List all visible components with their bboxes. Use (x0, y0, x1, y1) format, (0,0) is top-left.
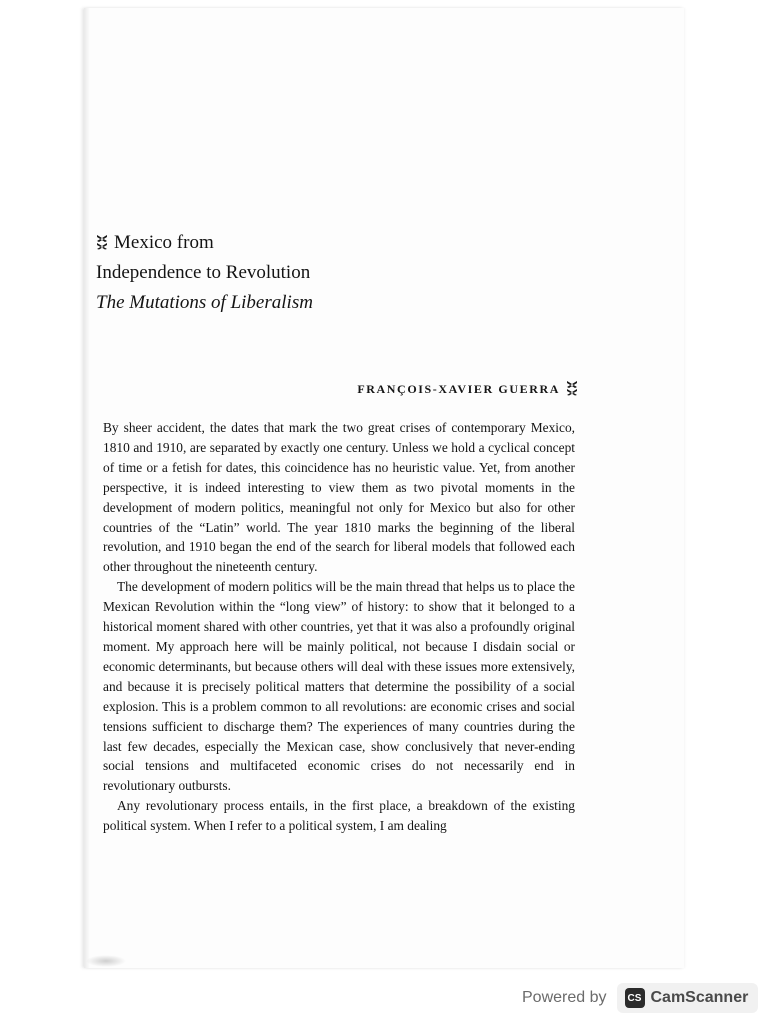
powered-by-label: Powered by (522, 989, 607, 1006)
chapter-title-text-1: Mexico from (114, 232, 214, 253)
body-text (103, 418, 575, 836)
camscanner-logo-icon: CS (625, 988, 645, 1008)
chapter-title-line-1 (96, 228, 456, 258)
author-byline (357, 380, 578, 397)
section-ornament-icon (566, 380, 578, 396)
section-ornament-icon (96, 234, 108, 250)
paragraph: By sheer accident, the dates that mark the two great crises of contemporary Mexico, 1810 and 1910, are separated by exactly one century. Unless we hold a cyclical concept of time or a fetish for dates, this coincidence has no heuristic value. Yet, from another perspective, it is indeed interesting to view them as two pivotal moments in the development of modern politics, meaningful not only for Mexico but also for other countries of the “Latin” world. The year 1810 marks the beginning of the liberal revolution, and 1910 began the end of the search for liberal models that followed each other throughout the nineteenth century. (103, 420, 575, 575)
chapter-subtitle: The Mutations of Liberalism (96, 292, 313, 313)
paragraph: The development of modern politics will be the main thread that helps us to place the Mexican Revolution within the “long view” of history: to show that it belonged to a historical moment shared with other countries, yet that it was also a profoundly original moment. My approach here will be mainly political, not because I disdain social or economic determinants, but because others will deal with these issues more extensively, and because it is precisely political matters that determine the possibility of a social explosion. This is a problem common to all revolutions: are economic crises and social tensions sufficient to discharge them? The experiences of many countries during the last few decades, especially the Mexican case, show conclusively that never-ending social tensions and multifaceted economic crises do not necessarily end in revolutionary outbursts. (103, 579, 575, 794)
author-name: FRANÇOIS-XAVIER GUERRA (357, 382, 560, 396)
chapter-heading (96, 228, 456, 318)
camscanner-badge (617, 983, 759, 1013)
paragraph: Any revolutionary process entails, in the first place, a breakdown of the existing political system. When I refer to a political system, I am dealing (103, 798, 575, 834)
scan-artifact (86, 955, 126, 967)
camscanner-brand: CamScanner (650, 989, 749, 1006)
chapter-title-line-2: Independence to Revolution (96, 262, 311, 283)
camscanner-watermark (522, 982, 758, 1014)
